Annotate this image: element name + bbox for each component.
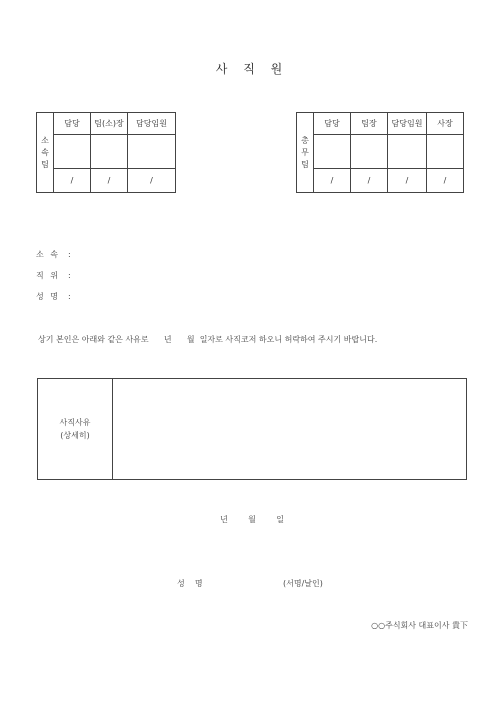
side-char: 총	[301, 135, 309, 145]
side-char: 팀	[41, 159, 49, 169]
approval-header: 사장	[427, 113, 464, 135]
approval-box-affiliation	[36, 112, 176, 193]
side-char: 소	[41, 135, 49, 145]
submission-date[interactable]: 년 월 일	[220, 515, 284, 524]
side-char: 속	[41, 147, 49, 157]
side-char: 무	[301, 147, 309, 157]
approval-side-label	[37, 113, 54, 193]
signature-cell[interactable]	[427, 135, 464, 169]
date-cell[interactable]: /	[128, 169, 176, 193]
date-cell[interactable]: /	[351, 169, 388, 193]
field-label: 소 속	[36, 250, 60, 259]
date-cell[interactable]: /	[314, 169, 351, 193]
signature-cell[interactable]	[388, 135, 427, 169]
reason-box	[37, 378, 467, 480]
reason-input-area[interactable]	[113, 379, 466, 479]
signature-cell[interactable]	[91, 135, 128, 169]
field-name[interactable]	[36, 291, 71, 302]
field-label: 직 위	[36, 271, 60, 280]
reason-label-title: 사직사유	[59, 418, 91, 427]
signature-cell[interactable]	[351, 135, 388, 169]
signature-cell[interactable]	[314, 135, 351, 169]
field-label: 성 명	[36, 292, 60, 301]
field-position[interactable]	[36, 270, 71, 281]
reason-label-sub: (상세히)	[60, 431, 90, 440]
approval-header: 담당임원	[128, 113, 176, 135]
signature-cell[interactable]	[54, 135, 91, 169]
approval-header: 담당	[54, 113, 91, 135]
field-separator: :	[68, 250, 71, 259]
approval-header: 팀(소)장	[91, 113, 128, 135]
approval-header: 팀장	[351, 113, 388, 135]
document-title: 사 직 원	[215, 62, 289, 76]
recipient: ○○주식회사 대표이사 貴下	[371, 621, 468, 630]
signature-label: 성 명	[177, 579, 203, 588]
approval-header: 담당	[314, 113, 351, 135]
resignation-statement: 상기 본인은 아래와 같은 사유로 년 월 일자로 사직코저 하오니 허락하여 주시기 바랍니다.	[38, 335, 378, 344]
date-cell[interactable]: /	[91, 169, 128, 193]
date-cell[interactable]: /	[388, 169, 427, 193]
approval-side-label	[297, 113, 314, 193]
signature-cell[interactable]	[128, 135, 176, 169]
approval-box-general-affairs	[296, 112, 464, 193]
signature-note[interactable]: (서명/날인)	[283, 579, 323, 588]
field-separator: :	[68, 271, 71, 280]
reason-label	[38, 379, 113, 479]
date-cell[interactable]: /	[54, 169, 91, 193]
side-char: 팀	[301, 159, 309, 169]
field-separator: :	[68, 292, 71, 301]
approval-header: 담당임원	[388, 113, 427, 135]
date-cell[interactable]: /	[427, 169, 464, 193]
field-affiliation[interactable]	[36, 249, 71, 260]
